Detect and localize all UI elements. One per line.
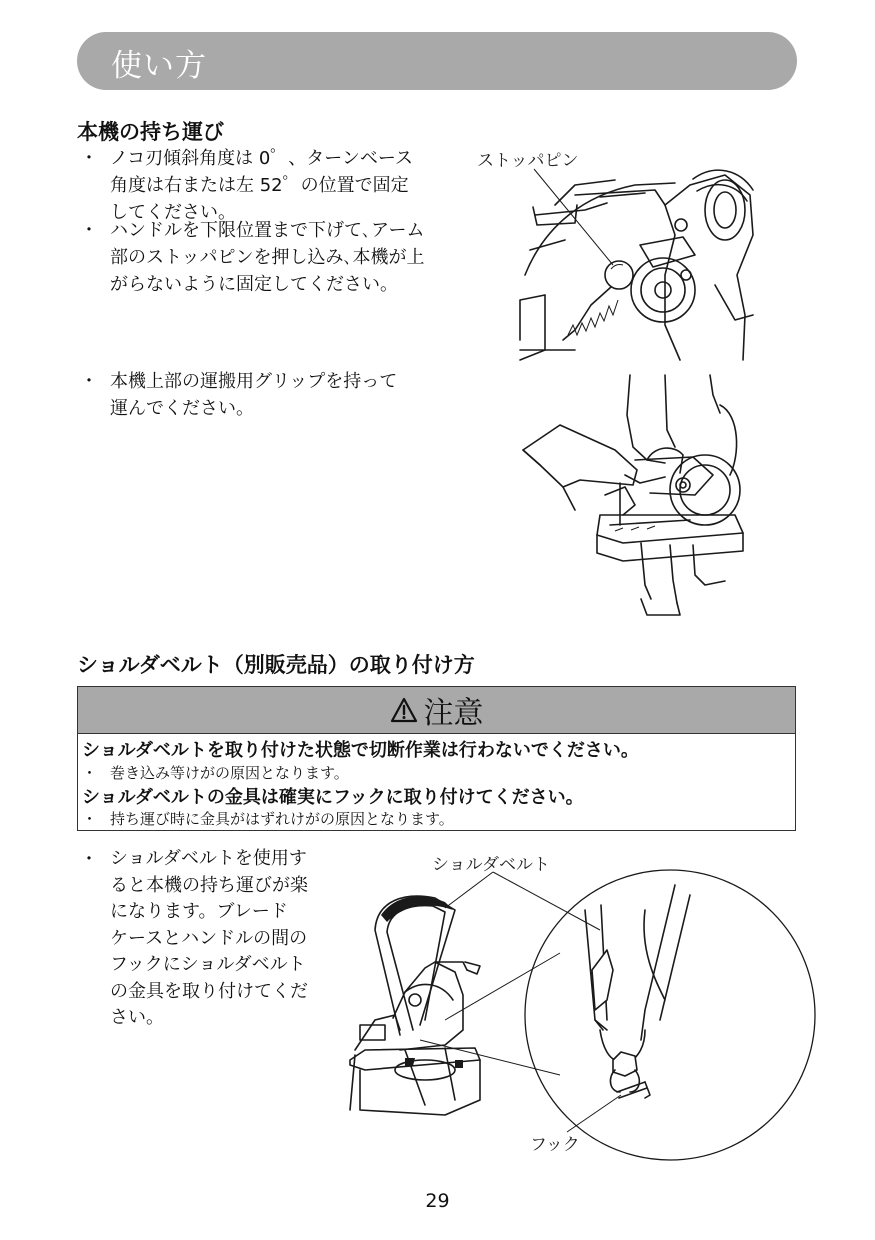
caution-sub-1 <box>82 762 349 783</box>
bullet-mark: ・ <box>82 810 98 828</box>
bullet-mark: ・ <box>80 220 98 241</box>
page-title: 使い方 <box>111 48 207 84</box>
text-line: の金具を取り付けてくだ <box>110 980 308 1002</box>
shoulder-belt-label: ショルダベルト <box>432 855 550 875</box>
caution-box <box>77 686 796 831</box>
bullet-mark: ・ <box>80 849 98 870</box>
shoulder-belt-section-title: ショルダベルト（別販売品）の取り付け方 <box>77 653 475 677</box>
page-number: 29 <box>425 1190 450 1212</box>
caution-line-2: ショルダベルトの金具は確実にフックに取り付けてください。 <box>82 787 584 808</box>
text-line: さい。 <box>110 1007 164 1028</box>
text-line: 角度は右または左 52゜の位置で固定 <box>110 175 409 196</box>
caution-sub-2 <box>82 808 454 829</box>
caution-sub-1-text: 巻き込み等けがの原因となります。 <box>110 764 349 782</box>
hook-label: フック <box>530 1135 580 1155</box>
carrying-section-title: 本機の持ち運び <box>77 120 224 144</box>
text-line: がらないように固定してください。 <box>110 274 398 295</box>
bullet-mark: ・ <box>82 764 98 782</box>
caution-header <box>78 687 795 734</box>
bullet-mark: ・ <box>80 148 98 169</box>
carrying-illustration <box>515 375 765 620</box>
carrying-item-3 <box>80 368 480 424</box>
text-line: ノコ刃傾斜角度は 0゜、ターンベース <box>110 148 414 169</box>
text-line: になります。ブレード <box>110 901 288 922</box>
carrying-item-2 <box>80 217 480 301</box>
stopper-pin-illustration <box>515 165 765 365</box>
text-line: 本機上部の運搬用グリップを持って <box>110 371 398 392</box>
caution-sub-2-text: 持ち運び時に金具がはずれけがの原因となります。 <box>110 810 454 828</box>
text-line: ケースとハンドルの間の <box>110 927 308 949</box>
header-bar <box>77 32 797 90</box>
stopper-pin-label: ストッパピン <box>477 151 579 171</box>
shoulder-belt-illustration <box>345 870 725 1140</box>
text-line: 部のストッパピンを押し込み､本機が上 <box>110 247 425 268</box>
text-line: ると本機の持ち運びが楽 <box>110 874 308 896</box>
caution-title: 注意 <box>423 696 484 731</box>
caution-line-1: ショルダベルトを取り付けた状態で切断作業は行わないでください。 <box>82 740 639 761</box>
shoulder-belt-item <box>80 846 350 1026</box>
text-line: フックにショルダベルト <box>110 954 306 975</box>
text-line: ショルダベルトを使用す <box>110 848 307 869</box>
warning-triangle-icon <box>390 697 418 723</box>
text-line: ハンドルを下限位置まで下げて､アーム <box>110 220 425 241</box>
text-line: 運んでください。 <box>110 398 254 419</box>
text-line: してください。 <box>110 202 236 223</box>
bullet-mark: ・ <box>80 371 98 392</box>
